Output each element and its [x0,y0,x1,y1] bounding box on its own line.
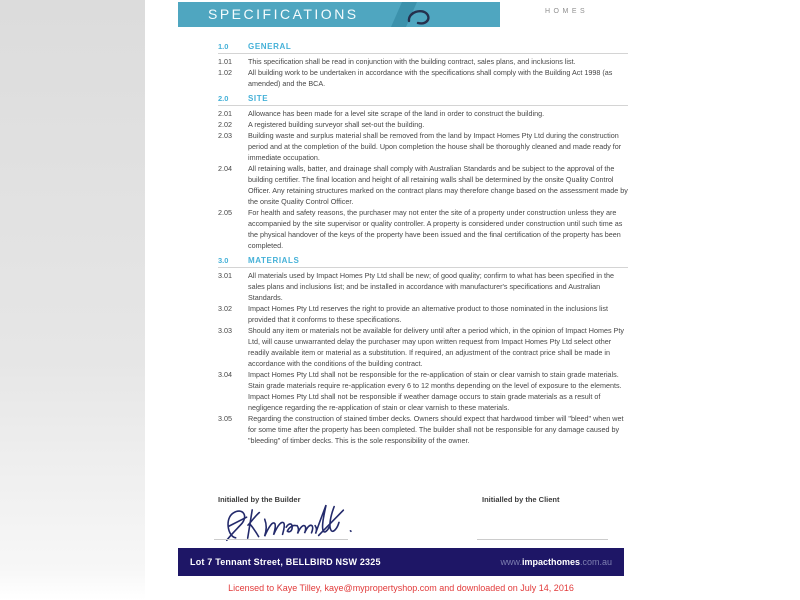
clause-text: This specification shall be read in conjunction with the building contract, sales plans, and inclusions list. [248,57,576,66]
document-title: SPECIFICATIONS [208,6,359,22]
clause-text: Impact Homes Pty Ltd reserves the right to provide an alternative product to those nominated in the inclusions list provided that it conforms to these specifications. [248,304,608,324]
footer-website [500,557,612,567]
initialled-client-label: Initialled by the Client [482,495,560,504]
clause-text: Building waste and surplus material shall be removed from the land by Impact Homes Pty Ltd during the construction period and at the completion of the build. Upon completion the house shall be thoroughly cleaned and made ready for immediate occupation. [248,131,622,162]
clause-text: All building work to be undertaken in accordance with the specifications shall comply with the Building Act 1998 (as amended) and the BCA. [248,68,613,88]
clause-text: Regarding the construction of stained timber decks. Owners should expect that hardwood timber will "bleed" when wet for some time after the property has been completed. The builder shall not be responsible for any damage caused by "bleeding" of timber decks. This is the sole responsibility of the owner. [248,414,624,445]
impact-homes-logo-icon [372,2,462,27]
clause-number: 2.04 [218,164,232,173]
clause-row [218,207,628,251]
section-title: GENERAL [248,42,292,51]
section-divider [218,105,628,106]
section-title: SITE [248,94,269,103]
section-title: MATERIALS [248,256,300,265]
section-number: 3.0 [218,256,229,265]
footer-website-suffix: .com.au [579,557,612,567]
spec-section [218,256,628,446]
clause-row [218,303,628,325]
header-banner [178,2,500,27]
specifications-body [218,42,628,451]
clause-row [218,369,628,413]
footer-address: Lot 7 Tennant Street, BELLBIRD NSW 2325 [190,557,381,567]
left-margin-background [0,0,145,600]
clause-number: 1.01 [218,57,232,66]
initialled-builder-label: Initialled by the Builder [218,495,301,504]
license-text: Licensed to Kaye Tilley, kaye@mypropertyshop.com and downloaded on July 14, 2016 [228,583,574,593]
clause-row [218,56,628,67]
clause-number: 2.03 [218,131,232,140]
clause-number: 1.02 [218,68,232,77]
clause-number: 2.01 [218,109,232,118]
clause-number: 2.02 [218,120,232,129]
spec-section [218,94,628,251]
clause-row [218,325,628,369]
document-page [145,0,800,600]
builder-signature-line [214,539,348,540]
clause-row [218,270,628,303]
section-number: 1.0 [218,42,229,51]
clause-number: 3.04 [218,370,232,379]
clause-text: Impact Homes Pty Ltd shall not be responsible for the re-application of stain or clear varnish to stain grade materials. Stain grade materials require re-application every 6 to 12 months depending on the level of exposure to the elements. Impact Homes Pty Ltd shall not be responsible if weather damage occurs to stain grade materials as a result of negligence regarding the re-application of stain or clear varnish to these materials. [248,370,622,412]
clause-number: 2.05 [218,208,232,217]
spec-section [218,42,628,89]
clause-row [218,67,628,89]
footer-website-prefix: www. [500,557,522,567]
clause-number: 3.05 [218,414,232,423]
clause-number: 3.03 [218,326,232,335]
clause-text: For health and safety reasons, the purchaser may not enter the site of a property under construction unless they are accompanied by the site supervisor or quality controller. A property is considered under construction until such time as the physical handover of the keys of the property have been issued and the final certification of the property has been completed. [248,208,623,250]
clause-number: 3.01 [218,271,232,280]
clause-row [218,413,628,446]
clause-text: All retaining walls, batter, and drainage shall comply with Australian Standards and be subject to the approval of the building certifier. The final location and height of all retaining walls shall be determined by the onsite Quality Control Officer. Any retaining structures marked on the contract plans may therefore change based on the assessment made by the onsite Quality Control Officer. [248,164,628,206]
clause-text: Allowance has been made for a level site scrape of the land in order to construct the building. [248,109,545,118]
section-divider [218,267,628,268]
builder-signature-ink [222,498,356,551]
clause-row [218,130,628,163]
section-header [218,94,628,103]
section-header [218,256,628,265]
clause-number: 3.02 [218,304,232,313]
clause-row [218,119,628,130]
clause-text: A registered building surveyor shall set-out the building. [248,120,425,129]
client-signature-line [477,539,608,540]
clause-text: Should any item or materials not be available for delivery until after a period which, in the opinion of Impact Homes Pty Ltd, will cause unwarranted delay the purchaser may upon written request from Impact Homes Pty Ltd select other readily available item or material as a substitution. If required, an adjustment of the contract price shall be made in accordance with the conditions of the building contract. [248,326,624,368]
clause-list [218,270,628,446]
clause-list [218,56,628,89]
brand-homes-label: HOMES [545,8,589,15]
clause-row [218,163,628,207]
section-divider [218,53,628,54]
clause-row [218,108,628,119]
footer-bar [178,548,624,576]
clause-list [218,108,628,251]
section-number: 2.0 [218,94,229,103]
clause-text: All materials used by Impact Homes Pty Ltd shall be new; of good quality; confirm to what has been specified in the sales plans and inclusions list; and be installed in accordance with manufacturer's specifications and Australian Standards. [248,271,614,302]
footer-website-name: impacthomes [521,557,580,567]
section-header [218,42,628,51]
